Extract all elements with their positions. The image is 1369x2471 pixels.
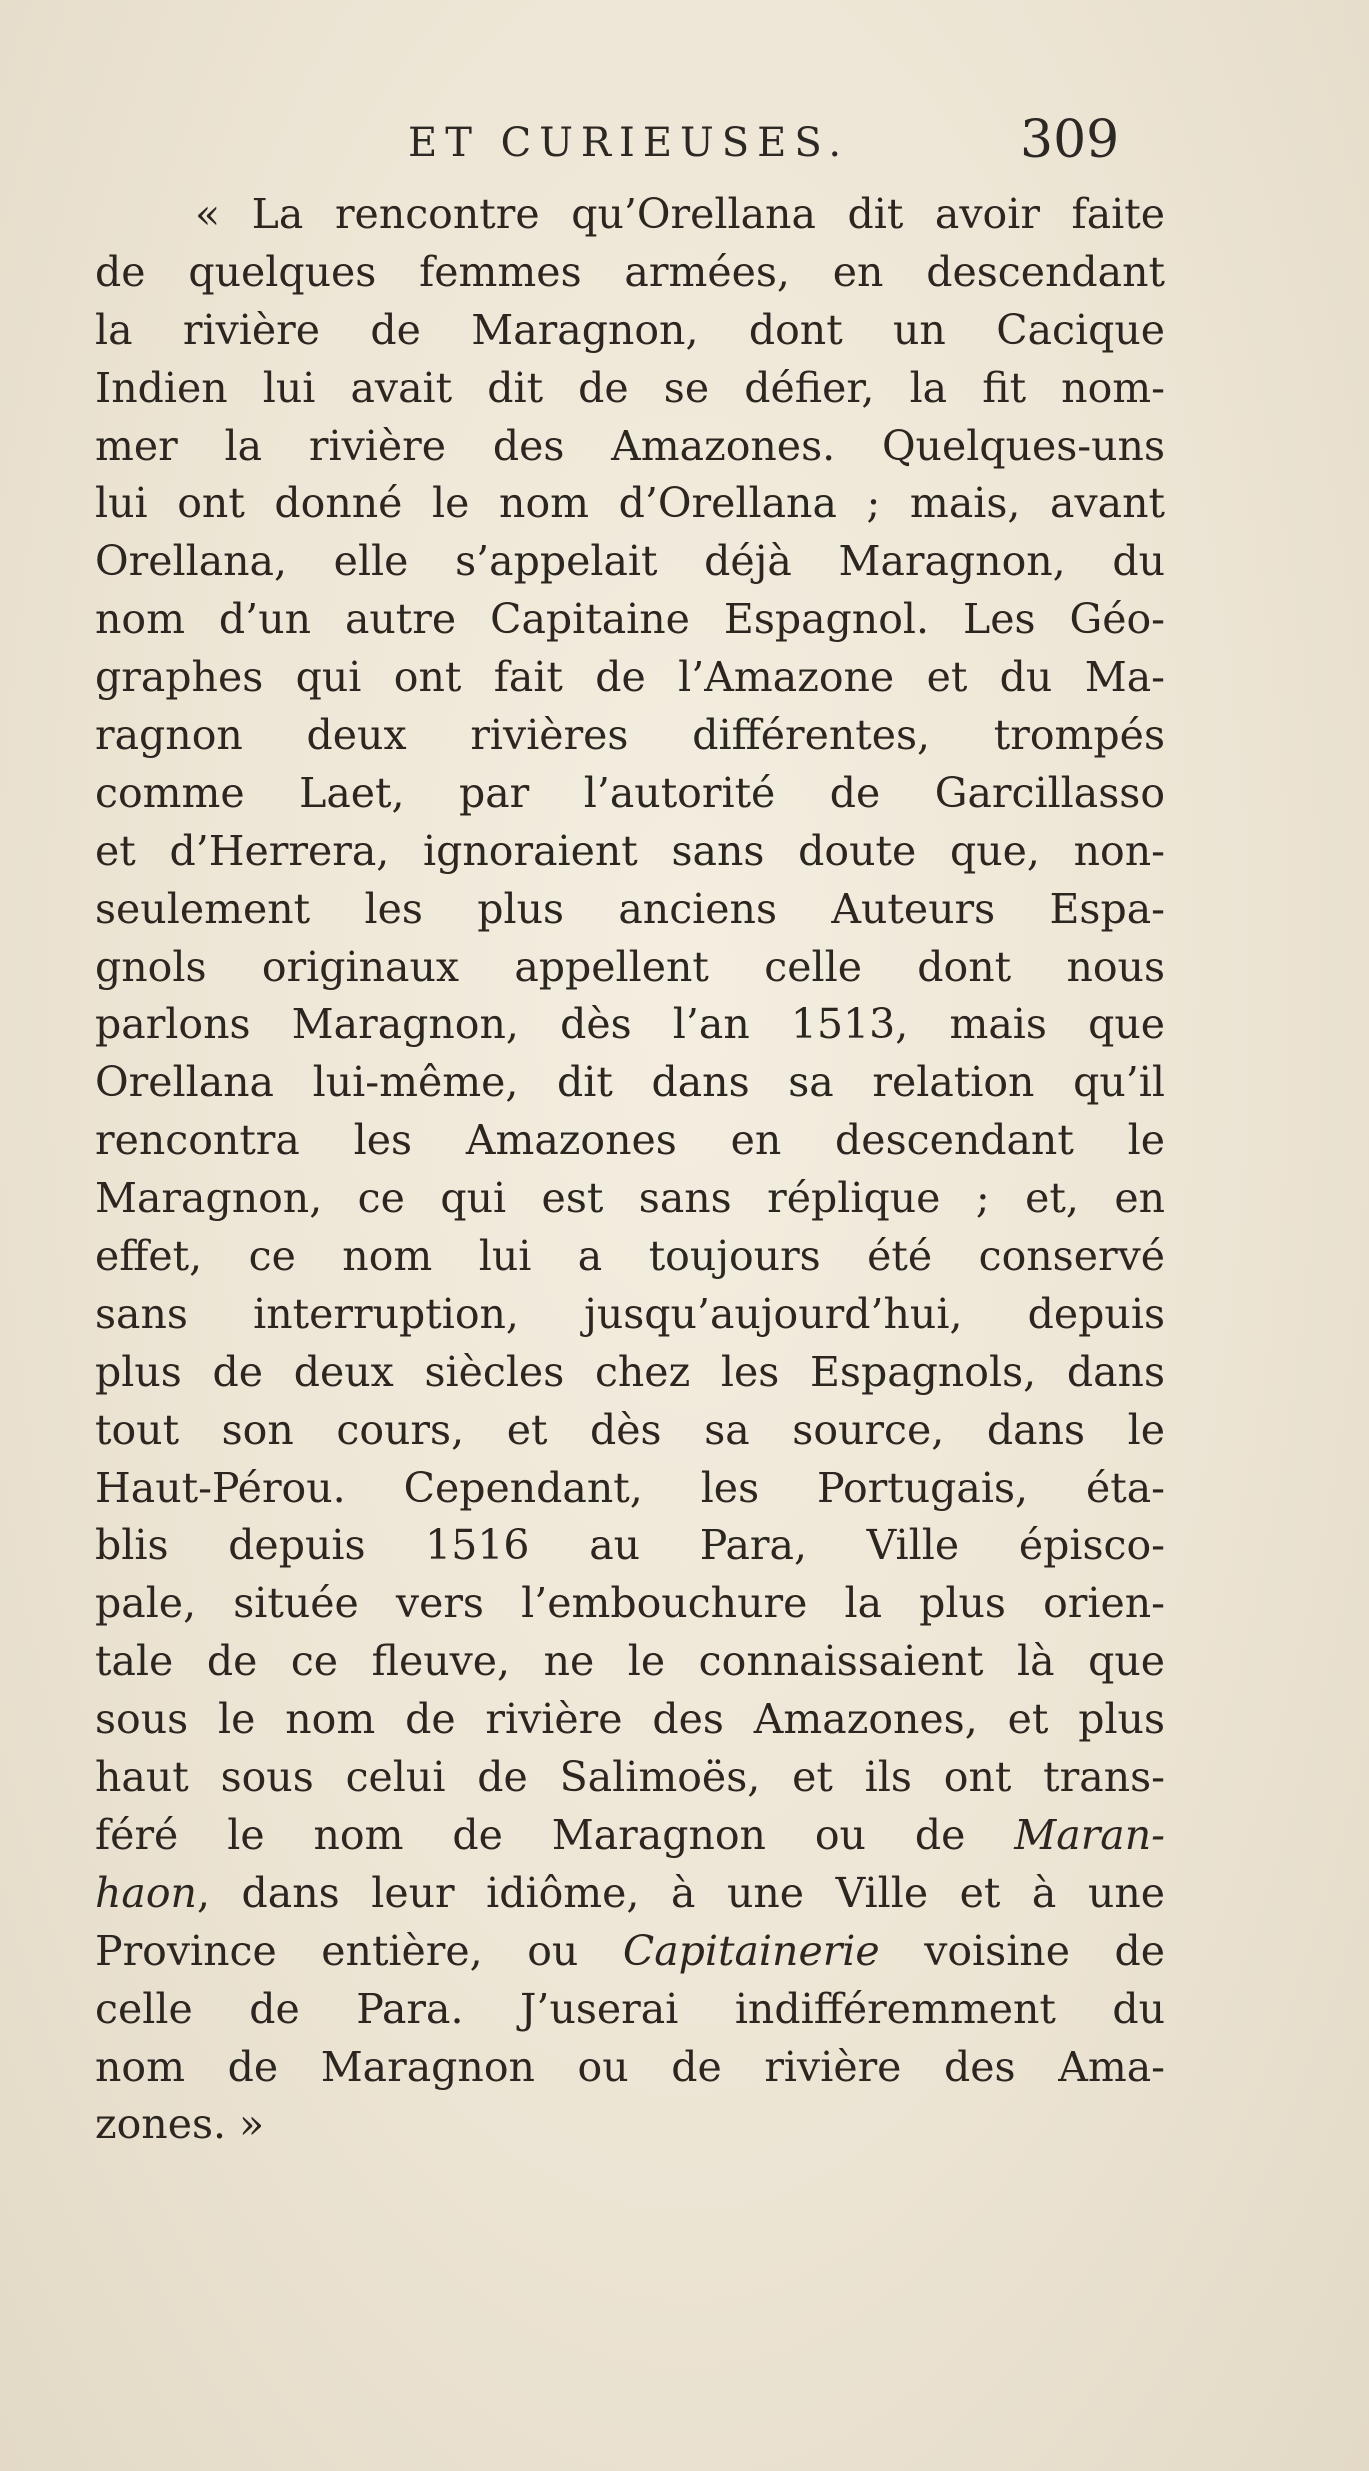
text-line: rencontra les Amazones en descendant le — [95, 1116, 1165, 1165]
text-line: tale de ce fleuve, ne le connaissaient là que — [95, 1637, 1165, 1686]
italic-word: Maran- — [1014, 1810, 1165, 1859]
text-line: blis depuis 1516 au Para, Ville épisco- — [95, 1521, 1165, 1570]
text-line: tout son cours, et dès sa source, dans le — [95, 1405, 1165, 1454]
italic-word: Capitainerie — [622, 1926, 880, 1975]
text-line: effet, ce nom lui a toujours été conservé — [95, 1232, 1165, 1281]
text-line: haut sous celui de Salimoës, et ils ont trans- — [95, 1753, 1165, 1802]
text-line: Indien lui avait dit de se défier, la fit nom- — [95, 363, 1165, 412]
text-line: et d’Herrera, ignoraient sans doute que, non- — [95, 826, 1165, 875]
text-line: graphes qui ont fait de l’Amazone et du Ma- — [95, 653, 1165, 702]
text-line: nom d’un autre Capitaine Espagnol. Les Géo- — [95, 595, 1165, 644]
text-line: de quelques femmes armées, en descendant — [95, 247, 1165, 296]
text-segment: féré le nom de Maragnon ou de — [95, 1810, 1015, 1859]
text-line: Orellana lui-même, dit dans sa relation qu’il — [95, 1058, 1165, 1107]
text-line: gnols originaux appellent celle dont nous — [95, 942, 1165, 991]
text-line: sans interruption, jusqu’aujourd’hui, depuis — [95, 1289, 1165, 1338]
body-text — [95, 186, 1165, 2154]
text-line: zones. » — [95, 2100, 265, 2149]
page-header — [100, 110, 1180, 190]
text-segment: Province entière, ou — [95, 1926, 623, 1975]
text-line: celle de Para. J’userai indifféremment du — [95, 1984, 1165, 2033]
text-line: Maragnon, ce qui est sans réplique ; et, en — [95, 1174, 1165, 1223]
page-number: 309 — [1020, 110, 1120, 170]
text-line: nom de Maragnon ou de rivière des Ama- — [95, 2042, 1165, 2091]
text-line: Orellana, elle s’appelait déjà Maragnon, du — [95, 537, 1165, 586]
text-line: Haut-Pérou. Cependant, les Portugais, éta- — [95, 1463, 1165, 1512]
text-line-composite — [95, 1865, 1165, 1923]
running-title: ET CURIEUSES. — [408, 120, 850, 166]
text-line: seulement les plus anciens Auteurs Espa- — [95, 884, 1165, 933]
italic-word: haon — [95, 1868, 197, 1917]
text-line: lui ont donné le nom d’Orellana ; mais, avant — [95, 479, 1165, 528]
text-line: « La rencontre qu’Orellana dit avoir faite — [195, 190, 1165, 238]
text-line: la rivière de Maragnon, dont un Cacique — [95, 305, 1165, 354]
text-line-composite — [95, 1807, 1165, 1865]
text-segment: voisine de — [879, 1926, 1165, 1975]
text-segment: , dans leur idiôme, à une Ville et à une — [196, 1868, 1165, 1917]
text-line: parlons Maragnon, dès l’an 1513, mais que — [95, 1000, 1165, 1049]
text-line: ragnon deux rivières différentes, trompés — [95, 711, 1165, 760]
text-line: pale, située vers l’embouchure la plus orien- — [95, 1579, 1165, 1628]
text-line-composite — [95, 1923, 1165, 1981]
text-line: comme Laet, par l’autorité de Garcillasso — [95, 768, 1165, 817]
text-line: sous le nom de rivière des Amazones, et plus — [95, 1695, 1165, 1744]
text-line: mer la rivière des Amazones. Quelques-uns — [95, 421, 1165, 470]
text-line: plus de deux siècles chez les Espagnols, dans — [95, 1347, 1165, 1396]
